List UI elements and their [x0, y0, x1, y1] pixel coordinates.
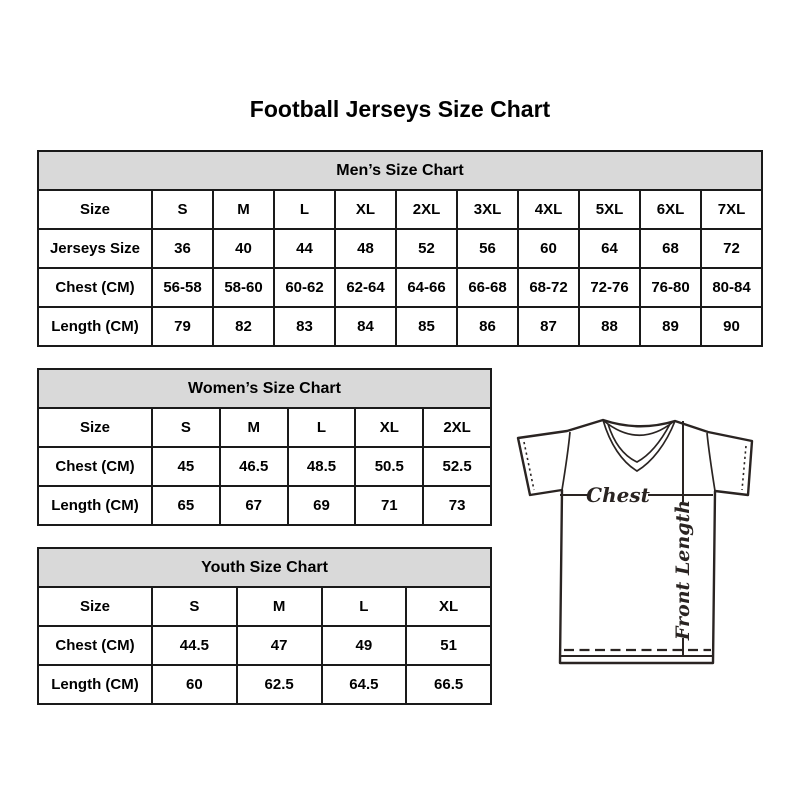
table-cell: 51: [406, 626, 491, 665]
row-label: Size: [38, 408, 152, 447]
table-row: [38, 626, 491, 665]
chest-measure-label: Chest: [586, 483, 650, 507]
table-cell: 62-64: [335, 268, 396, 307]
row-label: Size: [38, 587, 152, 626]
table-cell: S: [152, 190, 213, 229]
table-cell: 64-66: [396, 268, 457, 307]
jersey-outline: [518, 420, 752, 663]
table-cell: 60: [518, 229, 579, 268]
table-cell: 72: [701, 229, 762, 268]
table-cell: 87: [518, 307, 579, 346]
row-label: Chest (CM): [38, 447, 152, 486]
youth-table-title: Youth Size Chart: [38, 548, 491, 587]
table-cell: M: [213, 190, 274, 229]
table-row: [38, 307, 762, 346]
womens-size-table: [37, 368, 492, 526]
mens-size-table: [37, 150, 763, 347]
table-cell: S: [152, 587, 237, 626]
table-cell: 52.5: [423, 447, 491, 486]
table-row: [38, 447, 491, 486]
table-row: [38, 268, 762, 307]
table-header-row: [38, 369, 491, 408]
womens-table-title: Women’s Size Chart: [38, 369, 491, 408]
table-cell: 62.5: [237, 665, 322, 704]
row-label: Length (CM): [38, 307, 152, 346]
table-cell: 45: [152, 447, 220, 486]
table-cell: 64.5: [322, 665, 407, 704]
table-cell: 73: [423, 486, 491, 525]
table-cell: 4XL: [518, 190, 579, 229]
table-cell: 3XL: [457, 190, 518, 229]
row-label: Length (CM): [38, 486, 152, 525]
table-cell: 6XL: [640, 190, 701, 229]
mens-table-title: Men’s Size Chart: [38, 151, 762, 190]
table-cell: 64: [579, 229, 640, 268]
row-label: Chest (CM): [38, 268, 152, 307]
table-cell: XL: [335, 190, 396, 229]
table-cell: 48: [335, 229, 396, 268]
table-cell: 71: [355, 486, 423, 525]
table-cell: 76-80: [640, 268, 701, 307]
table-cell: 47: [237, 626, 322, 665]
table-row: [38, 229, 762, 268]
front-length-measure-label: Front Length: [672, 499, 694, 641]
youth-size-table: [37, 547, 492, 705]
table-cell: 36: [152, 229, 213, 268]
table-cell: 50.5: [355, 447, 423, 486]
table-cell: 49: [322, 626, 407, 665]
page-title: Football Jerseys Size Chart: [249, 96, 551, 122]
table-cell: 46.5: [220, 447, 288, 486]
table-row: [38, 486, 491, 525]
table-cell: 83: [274, 307, 335, 346]
table-row: [38, 587, 491, 626]
table-cell: 7XL: [701, 190, 762, 229]
table-cell: 72-76: [579, 268, 640, 307]
table-cell: 68: [640, 229, 701, 268]
table-cell: 65: [152, 486, 220, 525]
table-cell: 44: [274, 229, 335, 268]
row-label: Chest (CM): [38, 626, 152, 665]
table-row: [38, 190, 762, 229]
table-cell: 79: [152, 307, 213, 346]
row-label: Jerseys Size: [38, 229, 152, 268]
table-cell: S: [152, 408, 220, 447]
table-cell: 68-72: [518, 268, 579, 307]
table-cell: L: [322, 587, 407, 626]
table-header-row: [38, 548, 491, 587]
table-cell: M: [220, 408, 288, 447]
table-cell: 66.5: [406, 665, 491, 704]
table-cell: 58-60: [213, 268, 274, 307]
table-cell: 60: [152, 665, 237, 704]
table-cell: 2XL: [423, 408, 491, 447]
table-cell: 60-62: [274, 268, 335, 307]
table-cell: 5XL: [579, 190, 640, 229]
table-cell: 2XL: [396, 190, 457, 229]
table-cell: 84: [335, 307, 396, 346]
table-cell: 89: [640, 307, 701, 346]
table-header-row: [38, 151, 762, 190]
jersey-measurement-diagram: [500, 398, 772, 683]
table-cell: 90: [701, 307, 762, 346]
row-label: Size: [38, 190, 152, 229]
table-cell: L: [288, 408, 356, 447]
table-cell: 69: [288, 486, 356, 525]
table-row: [38, 665, 491, 704]
table-cell: 44.5: [152, 626, 237, 665]
table-cell: 48.5: [288, 447, 356, 486]
table-cell: 82: [213, 307, 274, 346]
table-cell: L: [274, 190, 335, 229]
table-cell: XL: [406, 587, 491, 626]
table-cell: XL: [355, 408, 423, 447]
table-cell: 56-58: [152, 268, 213, 307]
table-cell: 86: [457, 307, 518, 346]
table-cell: 52: [396, 229, 457, 268]
table-cell: 66-68: [457, 268, 518, 307]
table-row: [38, 408, 491, 447]
table-cell: 88: [579, 307, 640, 346]
table-cell: 40: [213, 229, 274, 268]
table-cell: 80-84: [701, 268, 762, 307]
table-cell: 67: [220, 486, 288, 525]
table-cell: 56: [457, 229, 518, 268]
table-cell: M: [237, 587, 322, 626]
row-label: Length (CM): [38, 665, 152, 704]
table-cell: 85: [396, 307, 457, 346]
